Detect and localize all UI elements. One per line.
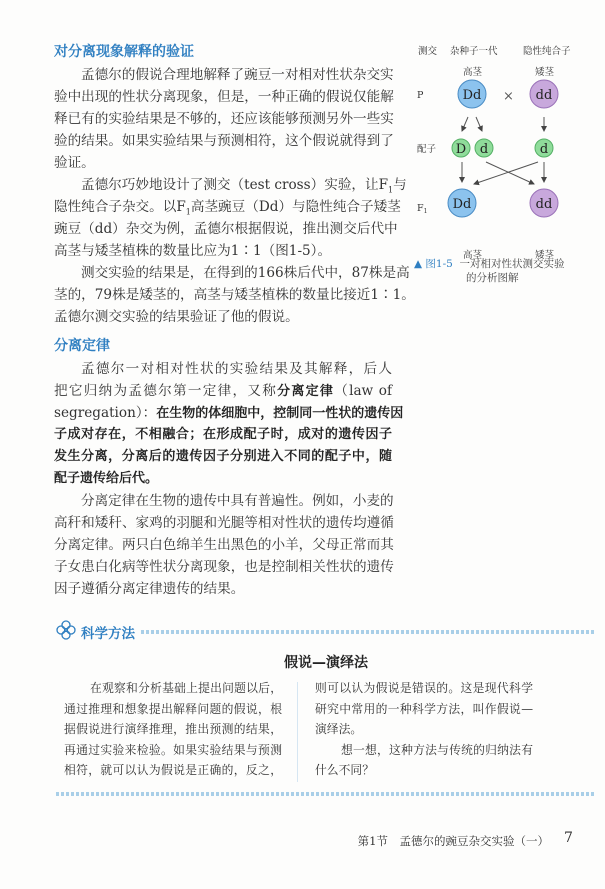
- header-testcross: 测交: [418, 46, 438, 57]
- row-f1: $F_1$: [417, 203, 428, 215]
- section-verification: [54, 40, 415, 328]
- text-seg: 隐性纯合子杂交。以F: [54, 199, 186, 215]
- text-line: 验中出现的性状分离现象，但是，一种正确的假说仅能解: [54, 89, 394, 105]
- text-line: 再通过实验来检验。如果实验结果与预测: [64, 742, 282, 757]
- divider: [56, 792, 596, 796]
- text-line: 测交实验的结果是，在得到的166株后代中，87株是高: [81, 265, 410, 281]
- text-line: [54, 380, 392, 402]
- text-line: 验的结果。如果实验结果与预测相符，这个假说就得到了: [54, 133, 394, 149]
- method-left-column: [64, 678, 282, 781]
- text-line: 高秆和矮秆、家鸡的羽腿和光腿等相对性状的遗传均遵循: [54, 515, 394, 531]
- text-line: 研究中常用的一种科学方法，叫作假说—: [315, 701, 533, 716]
- text-seg: 孟德尔巧妙地设计了测交（test cross）实验，让F: [81, 177, 389, 193]
- text-line: 孟德尔巧妙地设计了测交（test cross）实验，让$F_1$与: [81, 177, 407, 195]
- section-title: 对分离现象解释的验证: [54, 44, 194, 60]
- text-line: 发生分离，分离后的遗传因子分别进入不同的配子中，随: [54, 449, 392, 464]
- text-line: 相符，就可以认为假说是正确的，反之，: [64, 763, 282, 778]
- svg-text:d: d: [539, 142, 549, 157]
- text-line: 释已有的实验结果是不够的，还应该能够预测另外一些实: [54, 111, 394, 127]
- text-bold: 在生物的体细胞中，控制同一性状的遗传因: [156, 406, 404, 421]
- text-seg: （law of: [334, 383, 392, 399]
- header-recessive: 隐性纯合子: [523, 46, 571, 57]
- text-seg: 高茎豌豆（Dd）与隐性纯合子矮茎: [190, 199, 401, 215]
- row-gamete: 配子: [417, 144, 437, 155]
- text-line: 孟德尔一对相对性状的实验结果及其解释，后人: [81, 361, 392, 377]
- text-line: 配子遗传给后代。: [54, 471, 159, 486]
- p-right-circle: [530, 80, 558, 108]
- text-line: 据假说进行演绎推理，推出预测的结果，: [64, 722, 282, 737]
- text-line: 豌豆（dd）杂交为例，孟德尔根据假说，推出测交后代中: [54, 221, 398, 237]
- column-divider: [297, 682, 298, 782]
- gamete-d: [475, 139, 493, 157]
- text-line: 分离定律。两只白色绵羊生出黑色的小羊，父母正常而其: [54, 537, 394, 553]
- label-tall: 高茎: [463, 250, 483, 260]
- text-line: [54, 402, 404, 424]
- svg-text:Dd: Dd: [452, 197, 472, 212]
- section-segregation-law: [54, 334, 404, 600]
- cross-symbol: ×: [503, 89, 514, 104]
- testcross-diagram: [400, 30, 600, 260]
- text-line: 孟德尔的假说合理地解释了豌豆一对相对性状杂交实: [81, 67, 394, 83]
- text-line: 茎的，79株是矮茎的，高茎与矮茎植株的数量比接近1∶1。: [54, 287, 415, 303]
- label-short: 矮茎: [535, 67, 555, 78]
- text-line: 高茎与矮茎植株的数量比应为1∶1（图1-5）。: [54, 243, 332, 259]
- text-line: 孟德尔测交实验的结果验证了他的假说。: [54, 309, 299, 325]
- caption-line: 一对相对性状测交实验: [459, 258, 565, 270]
- text-line: 因子遵循分离定律遗传的结果。: [54, 581, 245, 597]
- text-seg: 把它归纳为孟德尔第一定律，又称: [54, 383, 278, 399]
- text-line: 验证。: [54, 155, 95, 171]
- caption-number: 图1-5: [425, 258, 453, 270]
- method-right-column: [315, 678, 533, 781]
- caption-line: 的分析图解: [466, 272, 519, 284]
- gamete-D: [452, 139, 470, 157]
- figure-caption: [414, 257, 565, 285]
- gamete-d-recessive: [535, 139, 553, 157]
- label-short: 矮茎: [535, 250, 555, 260]
- svg-text:dd: dd: [535, 197, 553, 212]
- text-line: 想一想，这种方法与传统的归纳法有: [341, 742, 533, 757]
- term-bold: 分离定律: [277, 384, 335, 399]
- text-line: 子成对存在，不相融合；在形成配子时，成对的遗传因子: [54, 427, 392, 442]
- arrows: [462, 117, 544, 184]
- p-left-circle: [458, 80, 486, 108]
- text-line: 在观察和分析基础上提出问题以后，: [90, 681, 282, 695]
- f1-left-circle: [448, 189, 476, 217]
- triangle-icon: ▲: [414, 258, 423, 270]
- section-title: 分离定律: [54, 338, 110, 354]
- f1-right-circle: [530, 189, 558, 217]
- page-number: 7: [564, 830, 573, 846]
- svg-text:Dd: Dd: [462, 88, 482, 103]
- svg-text:D: D: [455, 142, 467, 157]
- method-title: 假说—演绎法: [284, 655, 368, 671]
- text-line: 演绎法。: [315, 722, 363, 737]
- footer-section: 第1节 孟德尔的豌豆杂交实验（一）: [357, 834, 549, 848]
- divider: [141, 630, 596, 634]
- row-p: P: [417, 90, 424, 101]
- text-line: 通过推理和想象提出解释问题的假说，根: [64, 701, 282, 716]
- text-line: 子女患白化病等性状分离现象，也是控制相关性状的遗传: [54, 559, 394, 575]
- text-line: 则可以认为假说是错误的。这是现代科学: [315, 681, 533, 695]
- text-line: 隐性纯合子杂交。以$F_1$高茎豌豆（Dd）与隐性纯合子矮茎: [54, 199, 401, 217]
- text-line: 分离定律在生物的遗传中具有普遍性。例如，小麦的: [81, 493, 394, 509]
- method-label: 科学方法: [81, 626, 135, 642]
- svg-text:dd: dd: [535, 88, 553, 103]
- text-seg: 与: [393, 177, 407, 193]
- text-seg: segregation）：: [54, 405, 157, 421]
- label-tall: 高茎: [463, 67, 483, 78]
- header-hybrid: 杂种子一代: [450, 46, 498, 57]
- svg-text:d: d: [479, 142, 489, 157]
- text-line: 什么不同？: [315, 763, 374, 778]
- atom-icon: [56, 620, 76, 640]
